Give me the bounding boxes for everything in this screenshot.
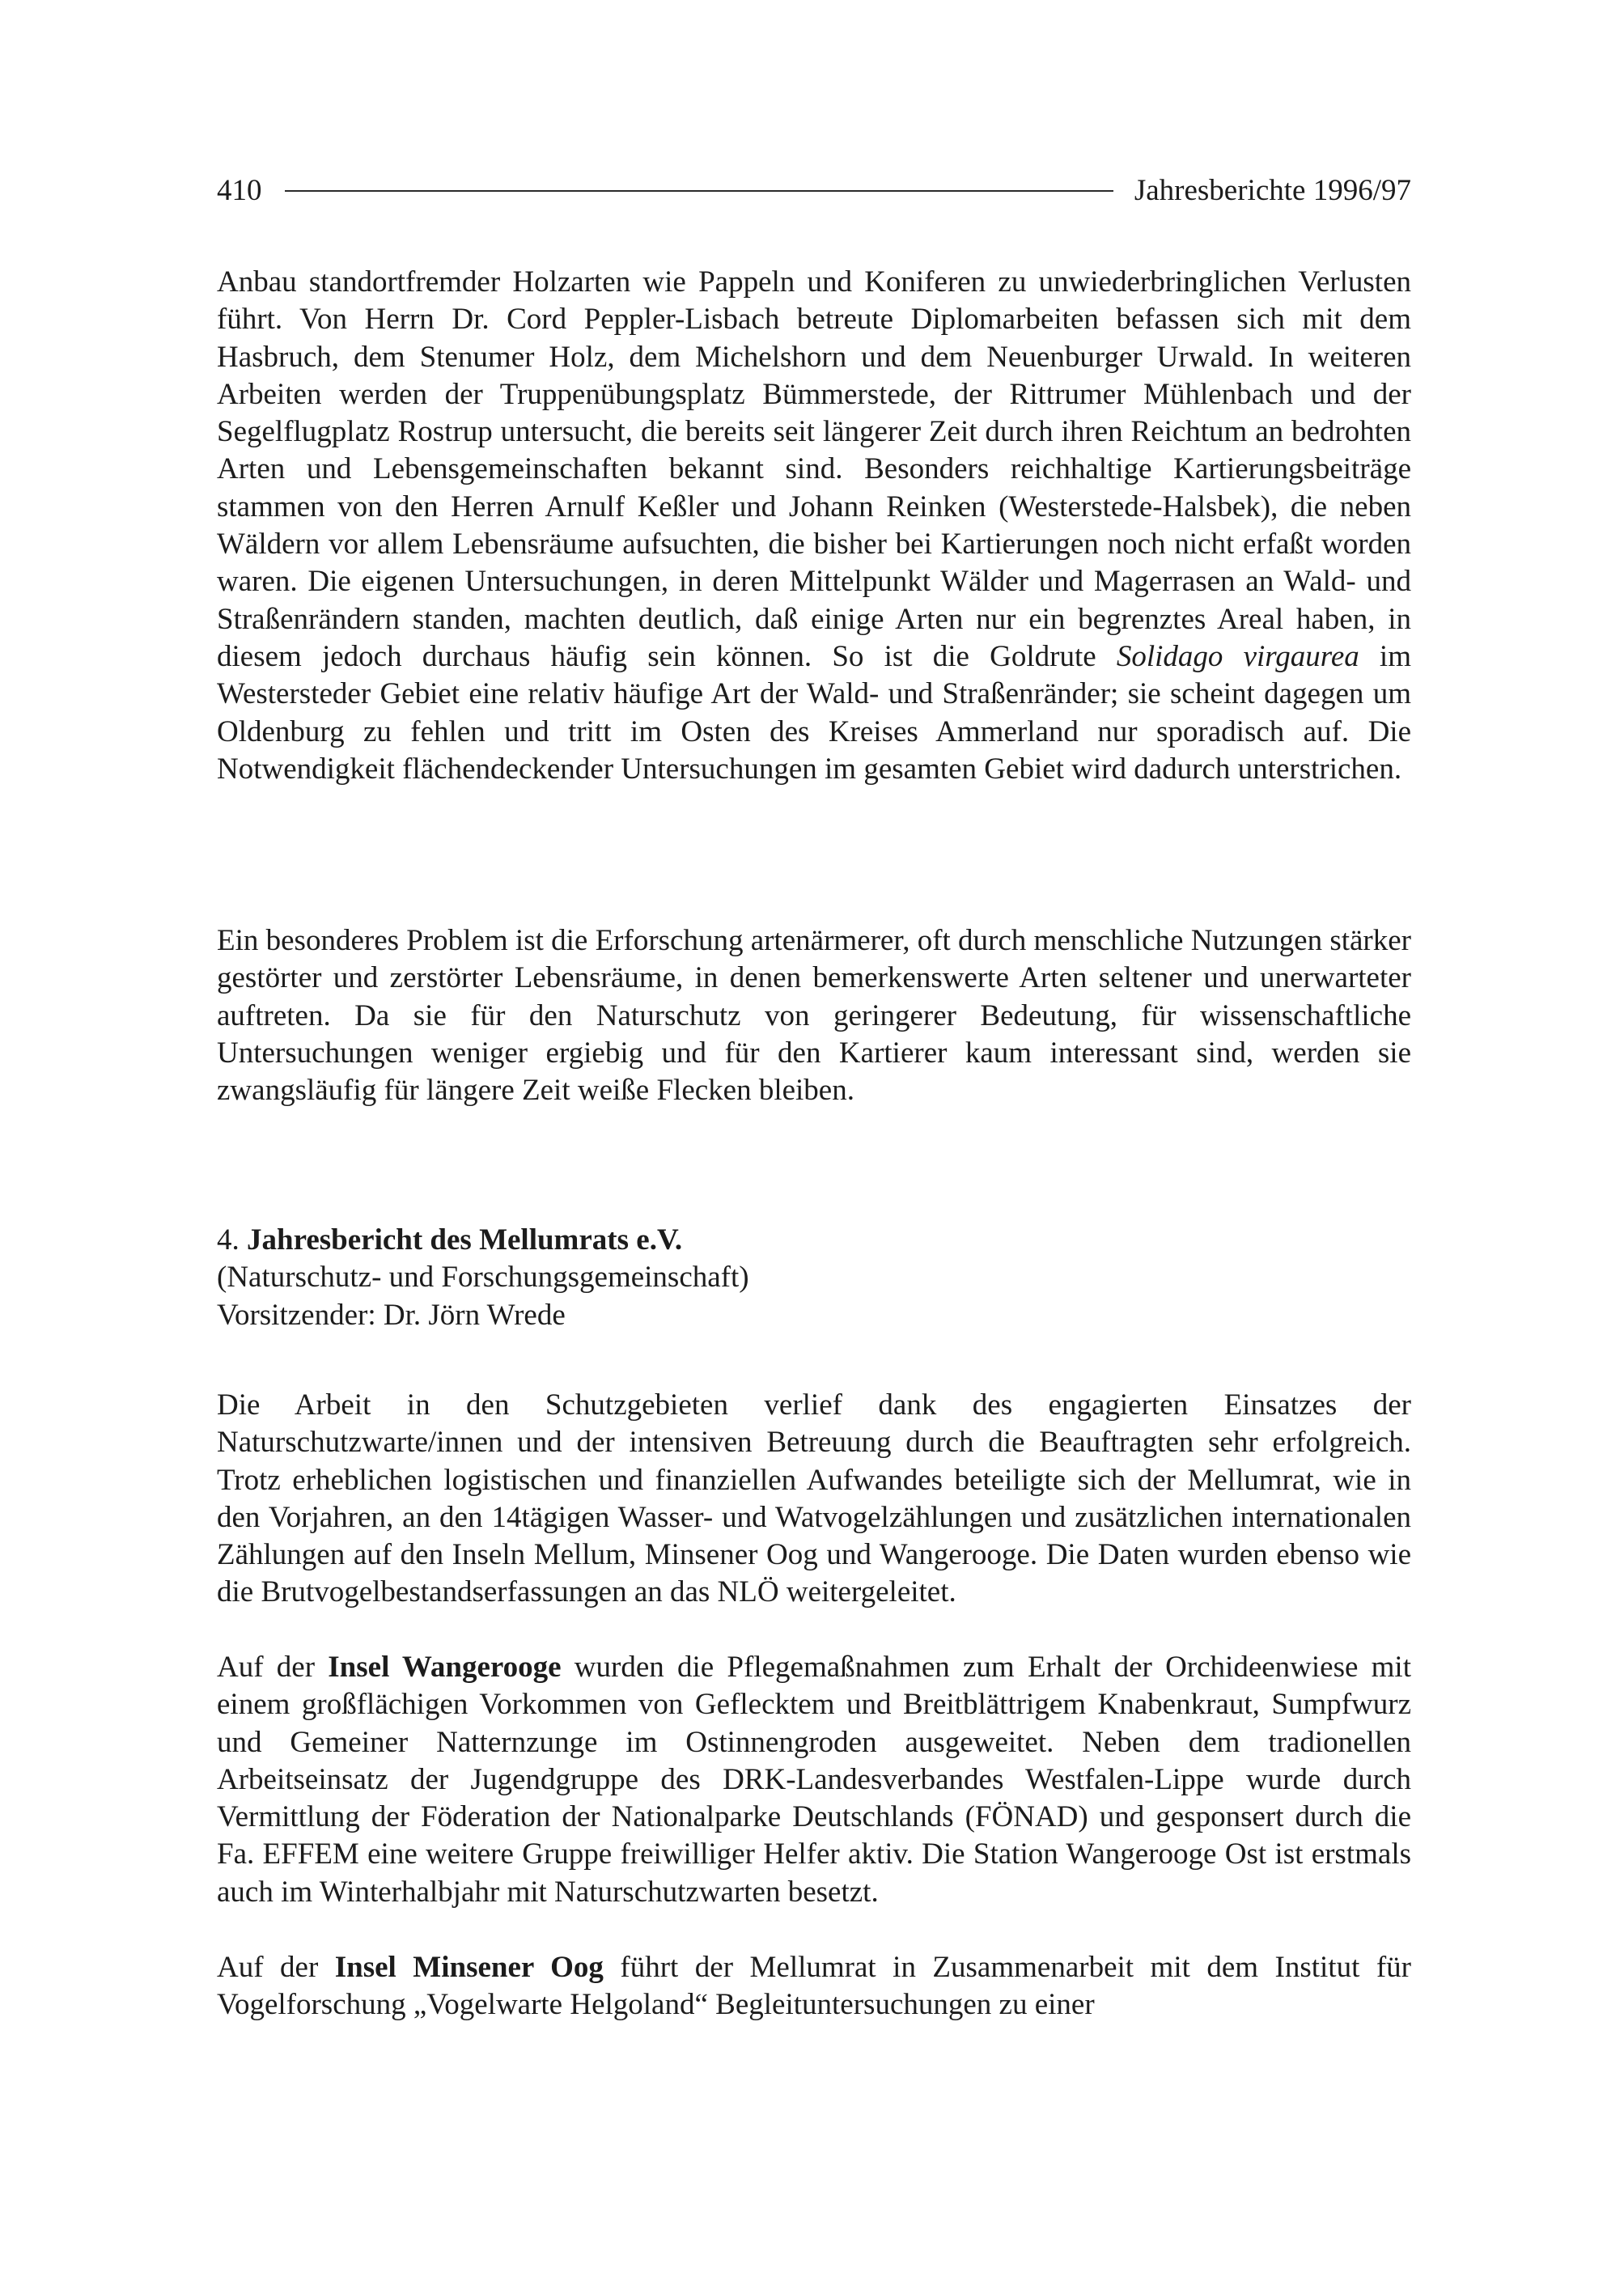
section-heading <box>217 1222 1411 1334</box>
text-run: Ein besonderes Problem ist die Erforschung artenärmerer, oft durch menschliche Nutzungen stärker gestörter und zerstörter Lebensräume, in denen bemerkenswerte Arten seltener und unerwarteter auftreten. Da sie für den Naturschutz von geringerer Bedeutung, für wissenschaftliche Untersuchungen weniger ergiebig und für den Kartierer kaum interessant sind, werden sie zwangsläufig für längere Zeit weiße Flecken bleiben. <box>217 924 1411 1108</box>
paragraph <box>217 264 1411 788</box>
text-run: Anbau standortfremder Holzarten wie Pappeln und Koniferen zu unwiederbringlichen Verlusten führt. Von Herrn Dr. Cord Peppler-Lisbach betreute Diplomarbeiten befassen sich mit dem Hasbruch, dem Stenumer Holz, dem Michelshorn und dem Neuenburger Urwald. In weiteren Arbeiten werden der Truppenübungsplatz Bümmerstede, der Rittrumer Mühlenbach und der Segelflugplatz Rostrup untersucht, die bereits seit längerer Zeit durch ihren Reichtum an bedrohten Arten und Lebensgemeinschaften bekannt sind. Besonders reichhaltige Kartierungsbeiträge stammen von den Herren Arnulf Keßler und Johann Reinken (Westerstede-Halsbek), die neben Wäldern vor allem Lebensräume aufsuchten, die bisher bei Kartierungen noch nicht erfaßt worden waren. Die eigenen Untersuchungen, in deren Mittelpunkt Wälder und Magerrasen an Wald- und Straßenrändern standen, machten deutlich, daß einige Arten nur ein begrenztes Areal haben, in diesem jedoch durchaus häufig sein können. So ist die Goldrute <box>217 265 1411 673</box>
text-run: Auf der <box>217 1951 335 1984</box>
place-name: Insel Minsener Oog <box>334 1951 604 1984</box>
paragraph-text <box>217 1649 1411 1911</box>
page-number: 410 <box>217 174 262 207</box>
text-run: Auf der <box>217 1651 329 1684</box>
text-run: Die Arbeit in den Schutzgebieten verlief dank des engagierten Einsatzes der Naturschutzwarte/innen und der intensiven Betreuung durch die Beauftragten sehr erfolgreich. Trotz erheblichen logistischen und finanziellen Aufwandes beteiligte sich der Mellumrat, wie in den Vorjahren, an den 14tägigen Wasser- und Watvogelzählungen und zusätzlichen internationalen Zählungen auf den Inseln Mellum, Minsener Oog und Wangerooge. Die Daten wurden ebenso wie die Brutvogelbestandserfassungen an das NLÖ weitergeleitet. <box>217 1388 1411 1609</box>
text-run: im Westersteder Gebiet eine relativ häufige Art der Wald- und Straßenränder; sie scheint dagegen um Oldenburg zu fehlen und tritt im Osten des Kreises Ammerland nur sporadisch auf. Die Notwendigkeit flächendeckender Untersuchungen im gesamten Gebiet wird dadurch unterstrichen. <box>217 639 1411 786</box>
journal-title: Jahresberichte 1996/97 <box>1134 174 1411 207</box>
section-subtitle: (Naturschutz- und Forschungsgemeinschaft) <box>217 1261 749 1295</box>
paragraph <box>217 1649 1411 1911</box>
text-run: wurden die Pflegemaßnahmen zum Erhalt der Orchideenwiese mit einem großflächigen Vorkommen von Geflecktem und Breitblättrigem Knabenkraut, Sumpfwurz und Gemeiner Natternzunge im Ostinnengroden ausgeweitet. Neben dem tradionellen Arbeitseinsatz der Jugendgruppe des DRK-Landesverbandes Westfalen-Lippe wurde durch Vermittlung der Föderation der Nationalparke Deutschlands (FÖNAD) und gesponsert durch die Fa. EFFEM eine weitere Gruppe freiwilliger Helfer aktiv. Die Station Wangerooge Ost ist erstmals auch im Winterhalbjahr mit Naturschutzwarten besetzt. <box>217 1651 1411 1909</box>
section-chair: Vorsitzender: Dr. Jörn Wrede <box>217 1298 566 1332</box>
section-title-line <box>217 1222 1411 1259</box>
text-run: führt der Mellumrat in Zusammenarbeit mit dem Institut für Vogelforschung „Vogelwarte Helgoland“ Begleituntersuchungen zu einer <box>217 1951 1411 2022</box>
species-name: Solidago virgaurea <box>1116 639 1359 673</box>
place-name: Insel Wangerooge <box>328 1651 562 1684</box>
paragraph <box>217 1387 1411 1612</box>
paragraph <box>217 1949 1411 2024</box>
paragraph-text <box>217 1387 1411 1612</box>
paragraph-text <box>217 1949 1411 2024</box>
paragraph <box>217 922 1411 1109</box>
paragraph-text <box>217 922 1411 1109</box>
header-rule <box>285 190 1113 192</box>
section-number: 4. <box>217 1223 240 1257</box>
running-head <box>217 168 1411 214</box>
section-title: Jahresbericht des Mellumrats e.V. <box>247 1223 683 1257</box>
paragraph-text <box>217 264 1411 788</box>
